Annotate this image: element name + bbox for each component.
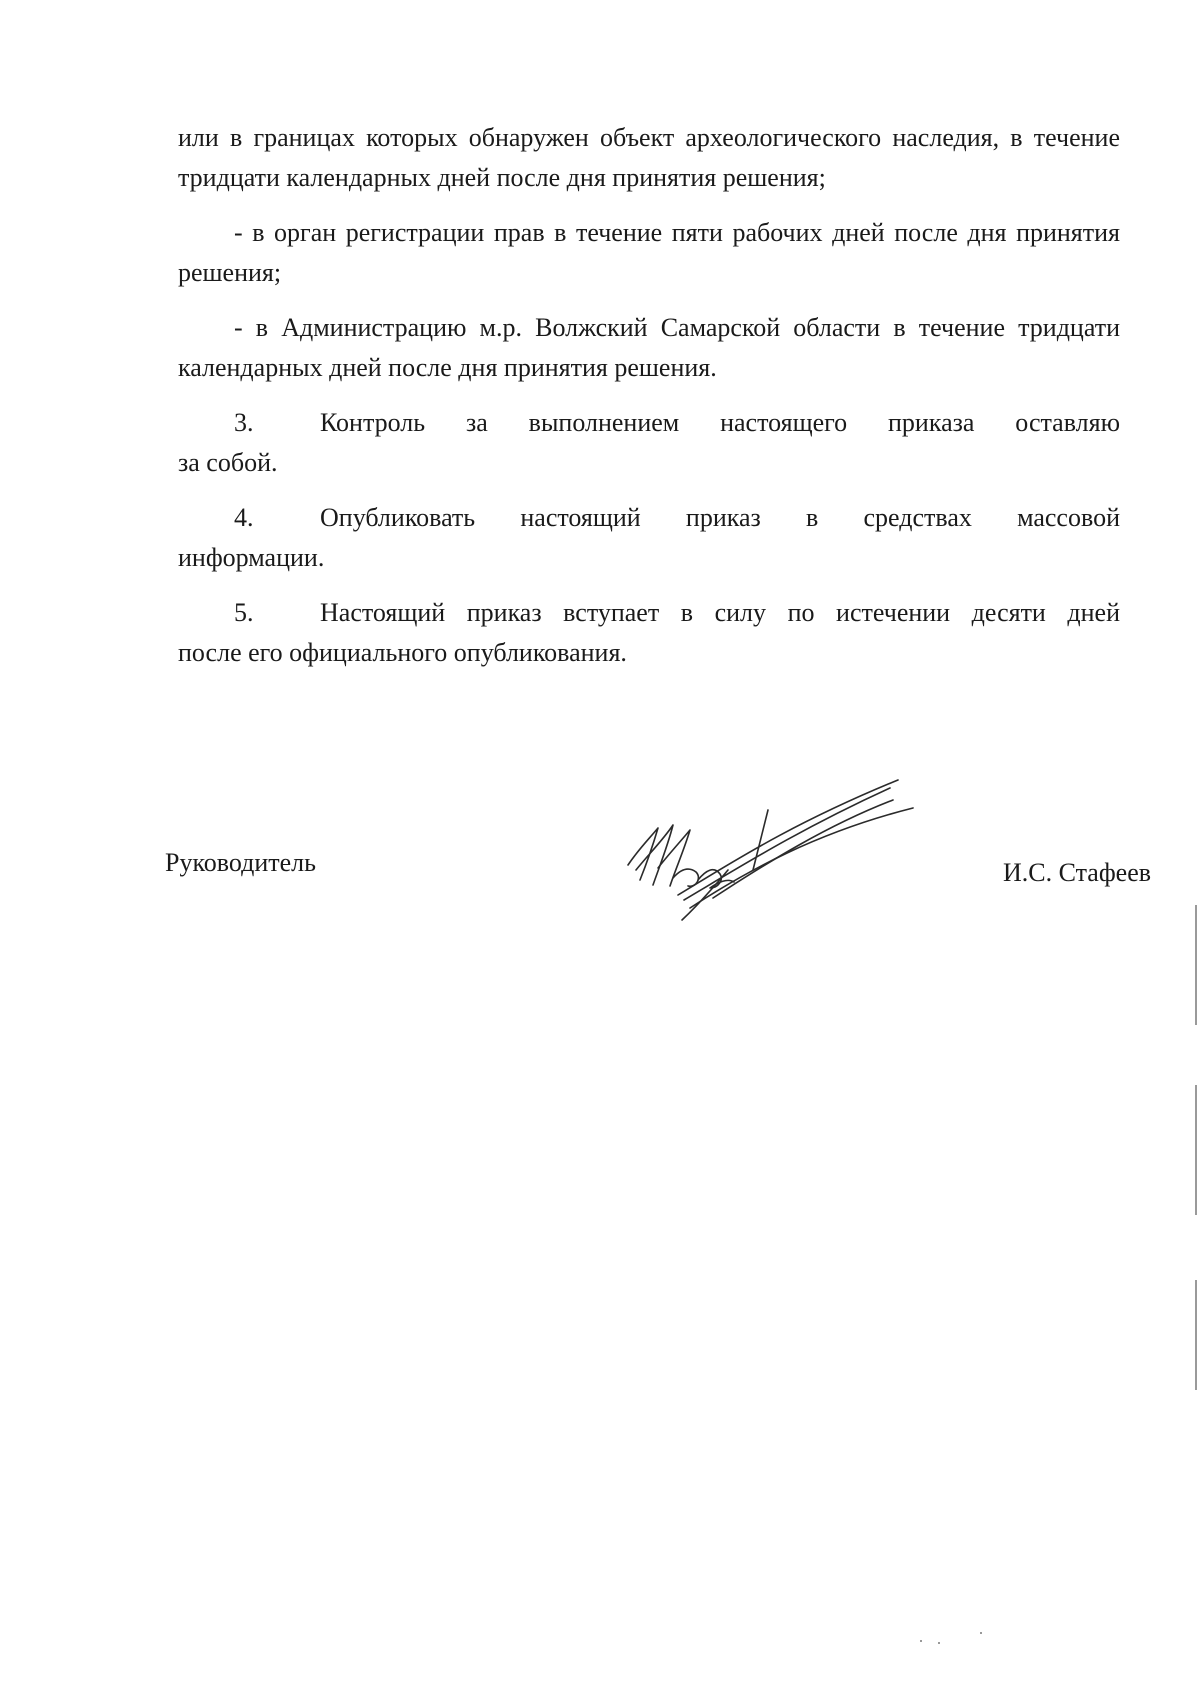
numbered-item-3 (178, 403, 1120, 483)
signatory-title: Руководитель (165, 848, 316, 877)
scan-edge-mark (1195, 1085, 1197, 1215)
item-number: 5. (234, 598, 254, 627)
item-number: 4. (234, 503, 254, 532)
signatory-name: И.С. Стафеев (1003, 858, 1152, 887)
item-continuation: информации. (178, 543, 325, 572)
paragraph-registration-body: - в орган регистрации прав в течение пяти рабочих дней после дня принятия решения; (178, 218, 1120, 287)
numbered-item-5 (178, 593, 1120, 673)
scan-edge-mark (1195, 905, 1197, 1025)
numbered-item-4 (178, 498, 1120, 578)
scan-speck (938, 1642, 940, 1644)
scan-speck (980, 1632, 982, 1634)
item-first-line: Настоящий приказ вступает в силу по истечении десяти дней (320, 598, 1120, 627)
item-continuation: за собой. (178, 448, 278, 477)
paragraph-continuation: или в границах которых обнаружен объект археологического наследия, в течение тридцати календарных дней после дня принятия решения; (178, 123, 1120, 192)
scan-speck (920, 1640, 922, 1642)
scan-edge-mark (1195, 1280, 1197, 1390)
item-continuation: после его официального опубликования. (178, 638, 627, 667)
paragraph-administration: - в Администрацию м.р. Волжский Самарской области в течение тридцати календарных дней после дня принятия решения. (178, 313, 1120, 382)
item-first-line: Опубликовать настоящий приказ в средствах массовой (320, 503, 1120, 532)
item-number: 3. (234, 408, 254, 437)
document-body (178, 118, 1120, 688)
item-first-line: Контроль за выполнением настоящего приказа оставляю (320, 408, 1120, 437)
handwritten-signature (618, 770, 918, 940)
